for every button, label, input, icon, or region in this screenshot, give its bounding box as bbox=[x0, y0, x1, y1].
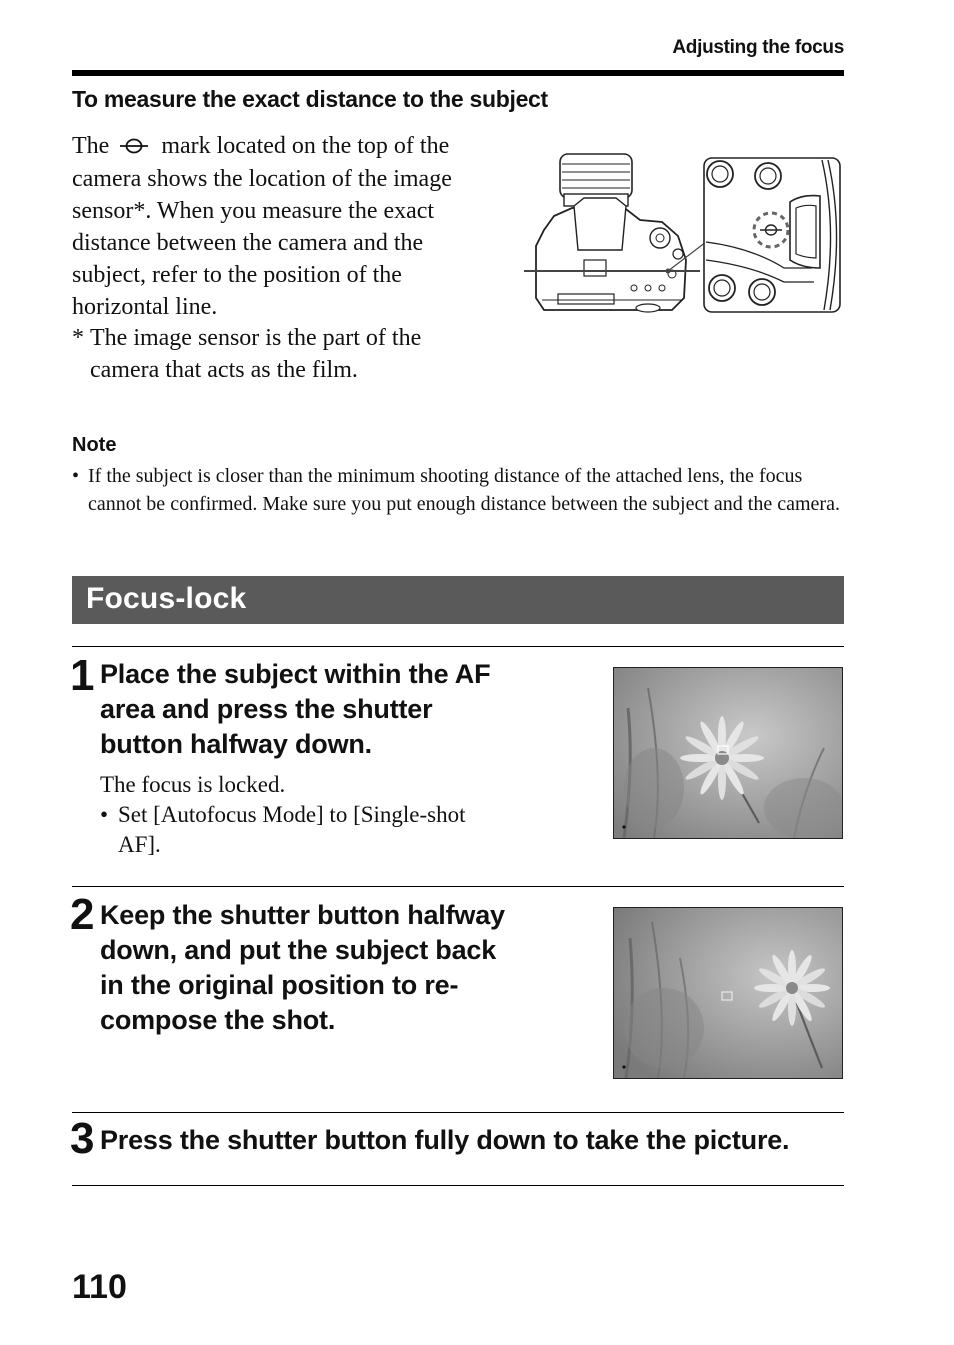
step-divider bbox=[72, 1112, 844, 1113]
step-number: 2 bbox=[70, 890, 95, 939]
footnote-text: The image sensor is the part of the camera that acts as the film. bbox=[90, 325, 422, 383]
step-number: 3 bbox=[70, 1114, 95, 1163]
step-bullet-item bbox=[100, 800, 500, 860]
footnote bbox=[72, 322, 492, 386]
footnote-marker: * bbox=[72, 325, 84, 351]
step-divider bbox=[72, 646, 844, 647]
step-divider bbox=[72, 886, 844, 887]
intro-suffix: mark located on the top of the bbox=[161, 133, 450, 159]
header-rule bbox=[72, 70, 844, 76]
intro-prefix: The bbox=[72, 133, 110, 159]
note-text: If the subject is closer than the minimum shooting distance of the attached lens, the focus cannot be confirmed. Make sure you put enough distance between the subject and the camera. bbox=[88, 465, 840, 515]
section-title: Focus-lock bbox=[86, 582, 247, 615]
section-end-divider bbox=[72, 1185, 844, 1186]
step-title: Place the subject within the AF area and press the shutter button halfway down. bbox=[100, 659, 491, 759]
intro-first-line bbox=[72, 133, 449, 159]
step-description-text: The focus is locked. bbox=[100, 772, 286, 797]
section-subheading: To measure the exact distance to the subject bbox=[72, 86, 548, 112]
intro-body: camera shows the location of the image sensor*. When you measure the exact distance between the camera and the subject, refer to the position of the horizontal line. bbox=[72, 166, 452, 321]
intro-paragraph bbox=[72, 130, 492, 323]
step-bullet-text: Set [Autofocus Mode] to [Single-shot AF]. bbox=[118, 802, 466, 857]
running-header: Adjusting the focus bbox=[672, 37, 844, 58]
note-heading: Note bbox=[72, 434, 117, 456]
note-bullet: • bbox=[72, 465, 80, 487]
step-description bbox=[100, 770, 500, 860]
page-number: 110 bbox=[72, 1268, 127, 1306]
section-banner bbox=[72, 576, 844, 624]
step-number: 1 bbox=[70, 651, 95, 700]
step-bullet: • bbox=[100, 802, 109, 827]
note-body bbox=[72, 462, 844, 518]
flower-photo-recomposed bbox=[613, 907, 843, 1079]
image-sensor-mark-icon bbox=[119, 131, 149, 163]
flower-photo-af-area-centered bbox=[613, 667, 843, 839]
camera-top-view-illustration bbox=[522, 150, 844, 320]
step-title: Press the shutter button fully down to take the picture. bbox=[100, 1125, 790, 1155]
step-title: Keep the shutter button halfway down, and put the subject back in the original position to re-compose the shot. bbox=[100, 900, 505, 1035]
